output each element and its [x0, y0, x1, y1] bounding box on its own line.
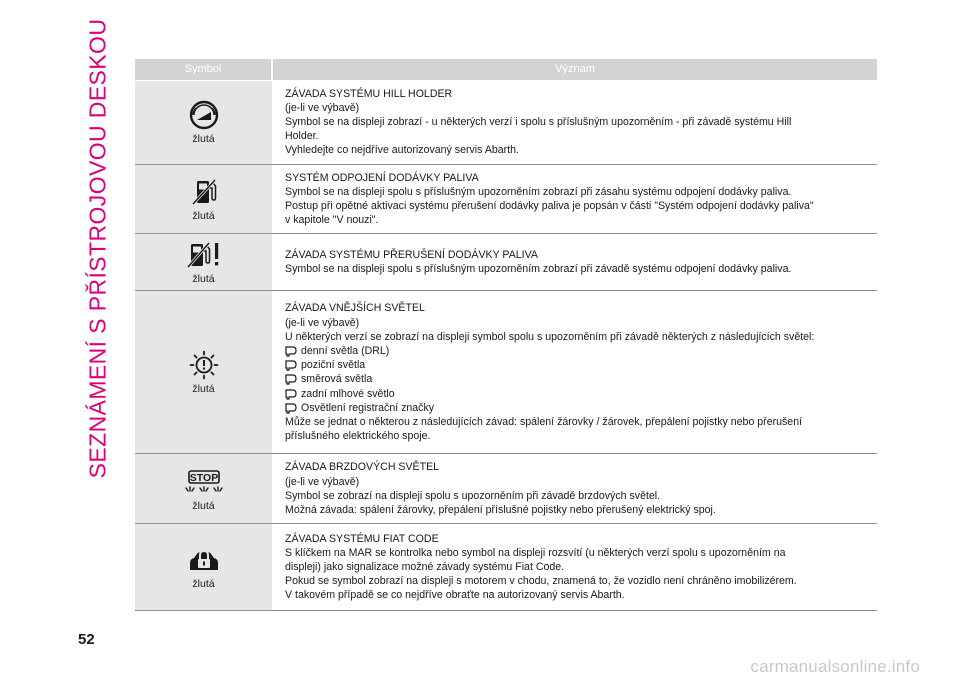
bulb-icon — [285, 402, 297, 414]
meaning-title: ZÁVADA BRZDOVÝCH SVĚTEL — [285, 461, 440, 474]
list-item — [285, 344, 871, 358]
bullet-text: Osvětlení registrační značky — [301, 401, 435, 414]
header-meaning: Význam — [272, 59, 877, 80]
meaning-title: ZÁVADA VNĚJŠÍCH SVĚTEL — [285, 302, 425, 315]
meaning-line: příslušného elektrického spoje. — [285, 430, 431, 443]
list-item — [285, 387, 871, 401]
table-row — [135, 524, 877, 611]
table-row — [135, 234, 877, 291]
meaning-line: (je-li ve výbavě) — [285, 316, 360, 329]
meaning-cell — [272, 234, 877, 291]
bullet-text: denní světla (DRL) — [301, 344, 390, 357]
meaning-line: Holder. — [285, 130, 319, 143]
table-header-row — [135, 59, 877, 80]
hill-holder-warning-icon — [139, 99, 268, 131]
header-symbol: Symbol — [135, 59, 272, 80]
meaning-line: V takovém případě se co nejdříve obraťte na autorizovaný servis Abarth. — [285, 589, 625, 602]
meaning-cell — [272, 454, 877, 524]
meaning-line: Může se jednat o některou z následujících závad: spálení žárovky / žárovek, přepálení pojistky nebo přerušení — [285, 415, 803, 428]
color-label: žlutá — [192, 133, 215, 145]
list-item — [285, 401, 871, 415]
meaning-title: ZÁVADA SYSTÉMU PŘERUŠENÍ DODÁVKY PALIVA — [285, 249, 538, 262]
bullet-text: poziční světla — [301, 359, 366, 372]
color-label: žlutá — [192, 383, 215, 396]
table-row — [135, 454, 877, 524]
meaning-line: Možná závada: spálení žárovky, přepálení příslušné pojistky nebo přerušený elektrický spoj. — [285, 503, 716, 516]
color-label: žlutá — [192, 499, 215, 512]
meaning-line: U některých verzí se zobrazí na displeji symbol spolu s upozorněním při závadě některých z následujících světel: — [285, 330, 815, 343]
symbol-cell — [135, 524, 272, 611]
bullet-text: zadní mlhové světlo — [301, 387, 395, 400]
fiat-code-lock-icon — [139, 544, 268, 576]
watermark: carmanualsonline.info — [750, 657, 920, 676]
fuel-cutoff-failure-icon — [139, 239, 268, 271]
meaning-line: Vyhledejte co nejdříve autorizovaný servis Abarth. — [285, 144, 519, 157]
bulb-icon — [285, 388, 297, 400]
side-chapter-title-text: SEZNÁMENÍ S PŘÍSTROJOVOU DESKOU — [84, 18, 111, 478]
table-row — [135, 80, 877, 164]
meaning-title: SYSTÉM ODPOJENÍ DODÁVKY PALIVA — [285, 171, 479, 184]
stop-icon-text: STOP — [189, 471, 218, 484]
meaning-cell — [272, 164, 877, 234]
symbol-cell — [135, 454, 272, 524]
bulb-icon — [285, 373, 297, 385]
meaning-line: v kapitole "V nouzi". — [285, 214, 379, 227]
list-item — [285, 358, 871, 372]
color-label: žlutá — [192, 578, 215, 591]
meaning-line: Symbol se na displeji spolu s příslušným upozorněním zobrazí při závadě systému odpojení dodávky paliva. — [285, 263, 792, 276]
page-number: 52 — [78, 631, 95, 648]
color-label: žlutá — [192, 209, 215, 222]
symbol-cell — [135, 164, 272, 234]
bulb-icon — [285, 345, 297, 357]
symbol-cell — [135, 234, 272, 291]
meaning-line: Pokud se symbol zobrazí na displeji s motorem v chodu, znamená to, že vozidlo není chráněno imobilizérem. — [285, 575, 797, 588]
symbol-meaning-table — [135, 59, 877, 611]
meaning-line: Symbol se zobrazí na displeji spolu s upozorněním při závadě brzdových světel. — [285, 489, 661, 502]
meaning-title: ZÁVADA SYSTÉMU HILL HOLDER — [285, 87, 453, 100]
meaning-title: ZÁVADA SYSTÉMU FIAT CODE — [285, 532, 439, 545]
meaning-line: Symbol se na displeji zobrazí - u některých verzí i spolu s příslušným upozorněním - při závadě systému Hill — [285, 115, 792, 128]
meaning-cell — [272, 80, 877, 164]
side-chapter-title — [78, 18, 118, 478]
meaning-line: (je-li ve výbavě) — [285, 475, 360, 488]
list-item — [285, 372, 871, 386]
exterior-light-failure-icon — [139, 349, 268, 381]
meaning-cell — [272, 291, 877, 454]
stop-light-failure-icon — [139, 466, 268, 498]
meaning-line: Postup při opětné aktivaci systému přerušení dodávky paliva je popsán v části "Systém odpojení dodávky paliva" — [285, 199, 814, 212]
meaning-cell — [272, 524, 877, 611]
meaning-line: Symbol se na displeji spolu s příslušným upozorněním zobrazí při zásahu systému odpojení dodávky paliva. — [285, 185, 792, 198]
bulb-icon — [285, 359, 297, 371]
table-row — [135, 164, 877, 234]
meaning-line: displeji) jako signalizace možné závady systému Fiat Code. — [285, 561, 565, 574]
fuel-cutoff-icon — [139, 176, 268, 208]
symbol-cell — [135, 80, 272, 164]
table-row — [135, 291, 877, 454]
color-label: žlutá — [192, 273, 215, 286]
meaning-line: S klíčkem na MAR se kontrolka nebo symbol na displeji rozsvítí (u některých verzí spolu s upozorněním na — [285, 546, 786, 559]
bullet-text: směrová světla — [301, 373, 373, 386]
symbol-cell — [135, 291, 272, 454]
meaning-line: (je-li ve výbavě) — [285, 101, 360, 114]
